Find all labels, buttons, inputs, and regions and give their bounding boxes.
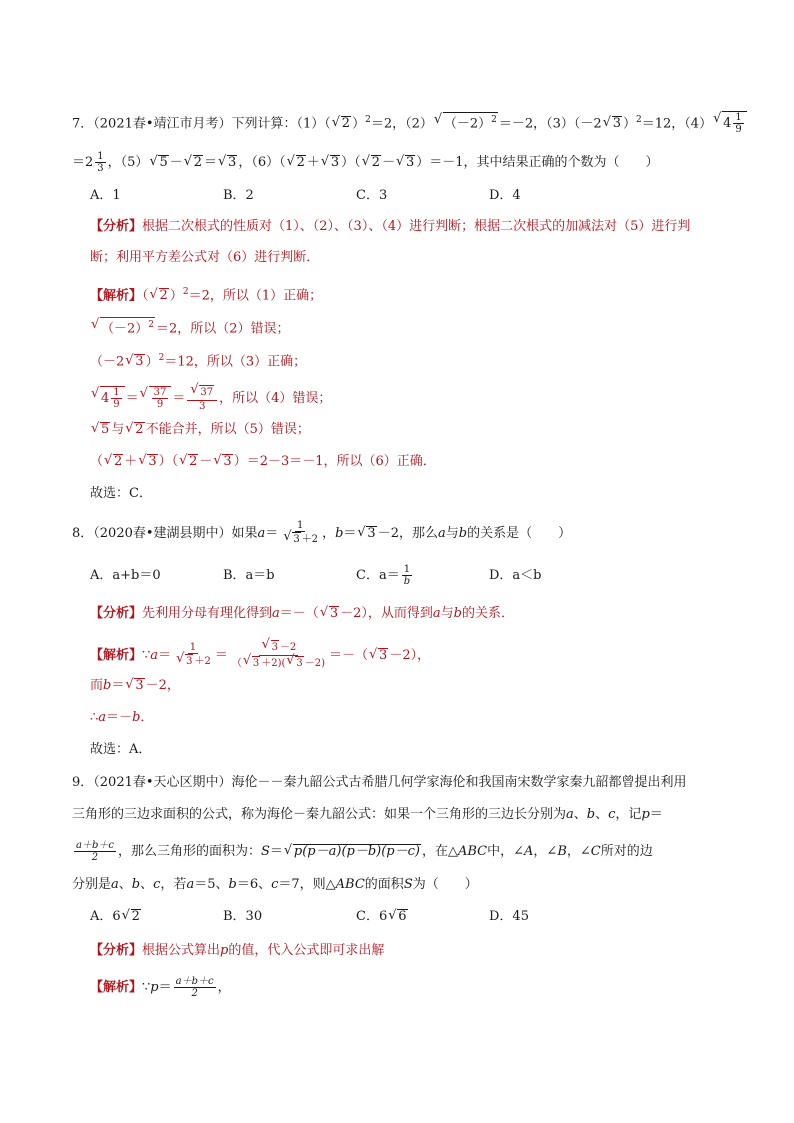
q9-stem-line-3: $\frac{a+b+c}{2}$ ，那么三角形的面积为：S＝√ p(p－a)(p－b)(p－c) ，在△ABC中，∠A，∠B，∠C所对的边	[72, 840, 653, 863]
q7-answer: 故选：C．	[90, 486, 152, 501]
q8-stem: 8．（2020春•建湖县期中）如果a＝ 1 √ 3 ＋2 ，b＝√ 3 －2，那么a与b的关系是（ ）	[72, 520, 571, 547]
q9-analysis: 【分析】根据公式算出p的值，代入公式即可求出解	[90, 943, 385, 958]
q9-solution-line-1: 【解析】∵p＝ $\frac{a+b+c}{2}$ ，	[90, 976, 231, 999]
q7-solution-line-3: （－2√ 3 ）$^2$＝12，所以（3）正确；	[90, 349, 306, 371]
q7-option-a: A．1	[90, 188, 121, 203]
q7-solution-line-5: √ 5 与√ 2 不能合并，所以（5）错误；	[90, 421, 310, 439]
q8-solution-line-1: 【解析】∵a＝ 1 √ 3 ＋2 ＝ √ $\frac{3 -2}{(√ 3 +2)(√ 3 -2)}$ ＝－（√ 3 －2），	[90, 640, 430, 671]
q7-options	[90, 187, 622, 205]
q7-solution-line-4: √ 4 $\frac{1}{9}$ ＝ √ $\frac{37}{9}$ ＝ √ $\frac{37}{3}$ ，所以（4）错误；	[90, 385, 331, 412]
sqrt-symbol: √ 3	[603, 115, 622, 133]
q9-stem-line-4: 分别是a、b、c，若a＝5、b＝6、c＝7，则△ABC的面积S为（ ）	[72, 877, 478, 892]
q8-options	[90, 564, 622, 587]
q7-solution-line-1: 【解析】（√ 2 ）$^2$＝2，所以（1）正确；	[90, 283, 322, 305]
q7-solution-line-2: √ $(-2)^2 =2$，所以（2）错误；	[90, 317, 290, 338]
q9-option-d: D．45	[489, 909, 529, 924]
q8-analysis: 【分析】先利用分母有理化得到a＝－（√ 3 －2），从而得到a与b的关系．	[90, 605, 514, 623]
q7-analysis-line-1: 【分析】根据二次根式的性质对（1）、（2）、（3）、（4）进行判断；根据二次根式的加减法对（5）进行判	[90, 219, 691, 234]
q9-option-b: B．30	[223, 909, 263, 924]
q8-solution-line-2: 而b＝√ 3 －2，	[90, 677, 180, 695]
q8-option-d: D．a＜b	[489, 568, 542, 583]
q7-stem-line-2: ＝2 $\frac{1}{3}$ ，（5）√ 5 －√ 2 ＝√ 3 ，（6）（√ 2 ＋√ 3 ）（√ 2 －√ 3 ）＝－1，其中结果正确的个数为（ ）	[72, 151, 659, 174]
sqrt-symbol: √ 4 $\frac{1}{9}$	[713, 111, 747, 135]
q7-solution-line-6: （√ 2 ＋√ 3 ）（√ 2 －√ 3 ）＝2－3＝－1，所以（6）正确．	[90, 453, 436, 471]
q8-solution-line-3: ∴a＝－b．	[90, 710, 154, 725]
q7-option-d: D．4	[489, 188, 521, 203]
q9-option-a: A．6√ 2	[90, 908, 223, 926]
q7-stem-line-1: 7．（2021春•靖江市月考）下列计算：（1）（√ 2 ）$^2$＝2，（2）√ $(-2)^2 =-2$，（3）（－2√ 3 ）$^2$＝12，（4）√ 4 $\frac{1}{9}$	[72, 111, 748, 135]
q9-stem-line-1: 9．（2021春•天心区期中）海伦－－秦九韶公式古希腊几何学家海伦和我国南宋数学家秦九韶都曾提出利用	[72, 775, 687, 790]
q7-option-c: C．3	[356, 188, 388, 203]
q8-option-a: A．a+b＝0	[90, 568, 161, 583]
q9-option-c: C．6√ 6	[356, 908, 489, 926]
q9-options	[90, 908, 622, 926]
q8-answer: 故选：A．	[90, 742, 152, 757]
q8-option-b: B．a＝b	[223, 568, 275, 583]
q8-option-c: C．a＝ $\frac{1}{b}$	[356, 564, 411, 587]
sqrt-symbol: √ $(-2)^2$	[434, 112, 498, 133]
q9-stem-line-2: 三角形的三边求面积的公式，称为海伦－秦九韶公式：如果一个三角形的三边长分别为a、b、c，记p＝	[72, 807, 663, 822]
q7-option-b: B．2	[223, 188, 254, 203]
sqrt-symbol: √ 2	[332, 115, 351, 133]
q7-analysis-line-2: 断；利用平方差公式对（6）进行判断．	[90, 250, 320, 265]
